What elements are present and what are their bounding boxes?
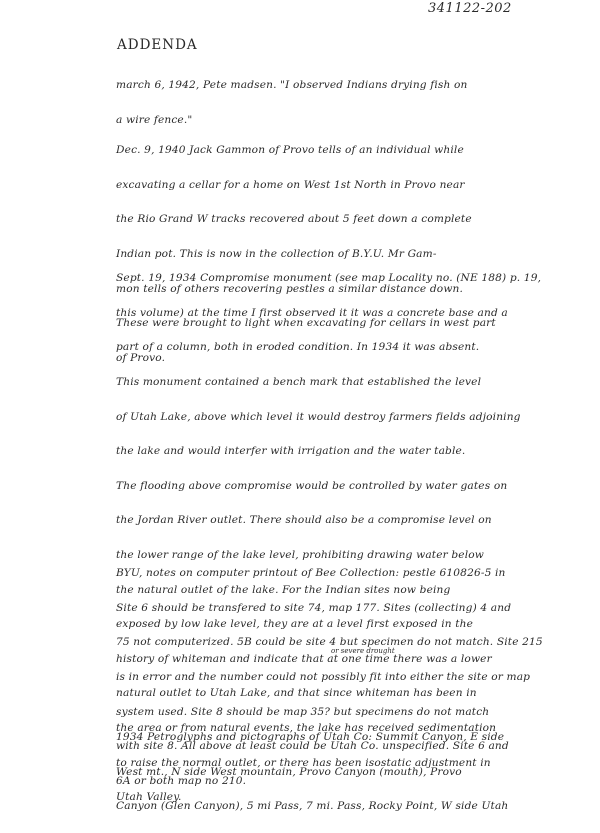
page-heading: ADDENDA bbox=[117, 37, 198, 53]
document-number: 341122-202 bbox=[428, 1, 512, 16]
entry-line: The flooding above compromise would be controlled by water gates on bbox=[116, 479, 508, 492]
entry-line: the area or from natural events, the lake has received sedimentation bbox=[116, 722, 497, 735]
entry-line: part of a column, both in eroded condition. In 1934 it was absent. bbox=[116, 341, 480, 354]
entry-line: This monument contained a bench mark that established the level bbox=[116, 376, 482, 389]
entry-line: exposed by low lake level, they are at a level first exposed in the bbox=[116, 618, 474, 631]
insertion-note: or severe drought bbox=[331, 646, 395, 655]
entry-line: West mt., N side West mountain, Provo Canyon (mouth), Provo bbox=[116, 765, 462, 778]
entry-line: Dec. 9, 1940 Jack Gammon of Provo tells of an individual while bbox=[116, 144, 464, 157]
entry-line: a wire fence." bbox=[116, 113, 193, 126]
entry-line: excavating a cellar for a home on West 1st North in Provo near bbox=[116, 178, 465, 191]
entry-line: the Rio Grand W tracks recovered about 5 feet down a complete bbox=[116, 213, 472, 226]
entry-line: is in error and the number could not possibly fit into either the site or map bbox=[116, 671, 531, 684]
entry-line: 1934 Petroglyphs and pictographs of Utah Co: Summit Canyon, E side bbox=[116, 731, 505, 744]
entry-line-text: history of whiteman and indicate that at one time there was a lower bbox=[116, 652, 492, 665]
entry-line: of Provo. bbox=[116, 351, 166, 364]
entry-line: march 6, 1942, Pete madsen. "I observed Indians drying fish on bbox=[116, 79, 468, 92]
entry-line: of Utah Lake, above which level it would destroy farmers fields adjoining bbox=[116, 410, 521, 423]
entry-line: 75 not computerized. 5B could be site 4 but specimen do not match. Site 215 bbox=[116, 636, 543, 649]
entry-line: with site 8. All above at least could be Utah Co. unspecified. Site 6 and bbox=[116, 740, 509, 753]
entry-line: These were brought to light when excavating for cellars in west part bbox=[116, 317, 496, 330]
entry-line: Sept. 19, 1934 Compromise monument (see map Locality no. (NE 188) p. 19, bbox=[116, 272, 542, 285]
entry-line: Site 6 should be transfered to site 74, map 177. Sites (collecting) 4 and bbox=[116, 601, 512, 614]
entry-line: natural outlet to Utah Lake, and that since whiteman has been in bbox=[116, 687, 477, 700]
entry-petroglyphs-1934 bbox=[116, 712, 588, 833]
entry-line: Canyon (Glen Canyon), 5 mi Pass, 7 mi. Pass, Rocky Point, W side Utah bbox=[116, 800, 509, 813]
entry-line: system used. Site 8 should be map 35? but specimens do not match bbox=[116, 705, 490, 718]
entry-line: BYU, notes on computer printout of Bee Collection: pestle 610826-5 in bbox=[116, 567, 506, 580]
entry-line: the lower range of the lake level, prohibiting drawing water below bbox=[116, 549, 484, 562]
entry-line: 6A or both map no 210. bbox=[116, 774, 247, 787]
entry-line: the lake and would interfer with irrigation and the water table. bbox=[116, 445, 466, 458]
entry-line: the Jordan River outlet. There should also be a compromise level on bbox=[116, 514, 492, 527]
entry-line: to raise the normal outlet, or there has been isostatic adjustment in bbox=[116, 756, 491, 769]
entry-line: Indian pot. This is now in the collection of B.Y.U. Mr Gam- bbox=[116, 248, 437, 261]
entry-line: mon tells of others recovering pestles a similar distance down. bbox=[116, 282, 464, 295]
entry-line: the natural outlet of the lake. For the Indian sites now being bbox=[116, 583, 451, 596]
entry-line: Utah Valley. bbox=[116, 791, 182, 804]
entry-line: this volume) at the time I first observed it it was a concrete base and a bbox=[116, 306, 508, 319]
